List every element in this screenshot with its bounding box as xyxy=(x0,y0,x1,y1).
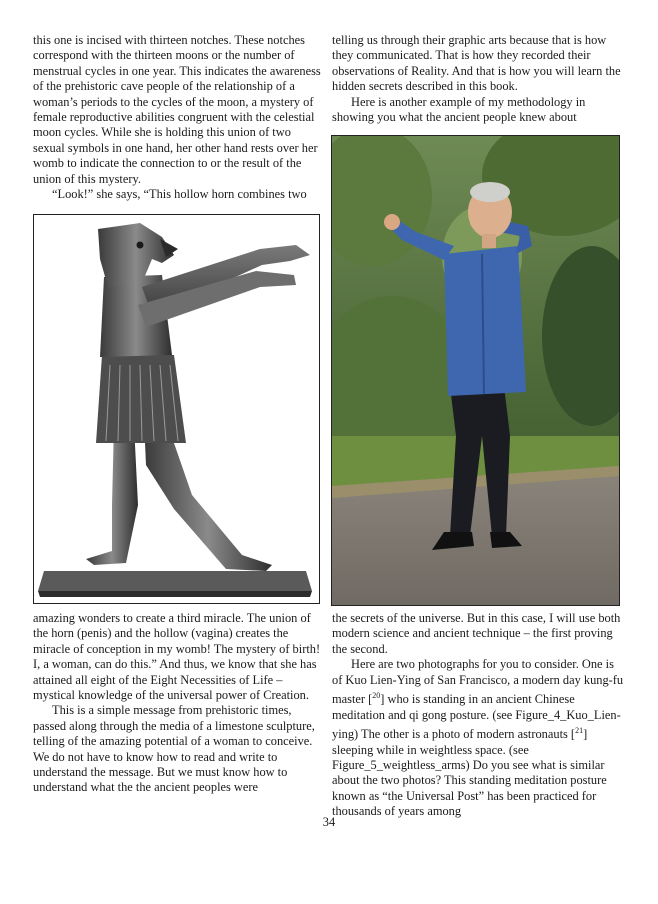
paragraph xyxy=(332,657,627,819)
left-column-bottom xyxy=(33,611,323,796)
paragraph-text: ] who is standing in an ancient Chinese meditation and qi gong posture. (see Figure_4_Kuo_Lien-ying) The other is a photo of modern astronauts [ xyxy=(332,692,621,742)
right-column-top xyxy=(332,33,627,125)
left-column-top xyxy=(33,33,323,202)
paragraph: this one is incised with thirteen notches. These notches correspond with the thirteen moons or the number of menstrual cycles in one year. This indicates the awareness of the prehistoric cave people of the relationship of a woman’s periods to the cycles of the moon, a mystery of female reproductive abilities congruent with the celestial moon cycles. While she is holding this union of two sexual symbols in one hand, her other hand rests over her womb to indicate the connection to or the result of the union of this mystery. xyxy=(33,33,321,186)
paragraph: “Look!” she says, “This hollow horn combines two xyxy=(52,187,307,202)
page-number: 34 xyxy=(322,815,336,829)
kung-fu-master-photo xyxy=(331,135,620,606)
paragraph: the secrets of the universe. But in this case, I will use both modern science and ancient technique – the first proving the second. xyxy=(332,611,621,656)
horus-statue-illustration xyxy=(34,215,319,603)
egyptian-statue-figure xyxy=(33,214,320,604)
paragraph: telling us through their graphic arts because that is how they communicated. That is how they recorded their observations of Reality. And that is how you will learn the hidden secrets described in this book. xyxy=(332,33,621,94)
reference-number: 20 xyxy=(372,691,381,701)
paragraph: Here is another example of my methodology in showing you what the ancient people knew about xyxy=(332,94,586,125)
paragraph-text: ] sleeping while in weightless space. (see Figure_5_weightless_arms) Do you see what is similar about the two photos? This standing meditation posture known as “the Universal Post” has been practiced for thousands of years among xyxy=(332,727,607,819)
paragraph: amazing wonders to create a third miracle. The union of the horn (penis) and the hollow (vagina) creates the miracle of conception in my womb! The mystery of birth! I, a woman, can do this.” And thus, we know that she has attained all eight of the Eight Necessities of Life – mystical knowledge of the universal power of Creation. xyxy=(33,611,321,703)
paragraph: This is a simple message from prehistoric times, passed along through the media of a limestone sculpture, telling of the amazing potential of a woman to conceive. We do not have to know how to read and write to understand the message. But we must know how to understand what the the ancient peoples were xyxy=(33,703,315,795)
reference-number: 21 xyxy=(575,725,584,735)
right-column-bottom xyxy=(332,611,627,820)
qi-gong-posture-photo xyxy=(332,136,619,605)
paragraph-text: Here are two photographs for you to consider. One is of Kuo Lien-Ying of San Francisco, a modern day kung-fu master [ xyxy=(332,657,624,707)
